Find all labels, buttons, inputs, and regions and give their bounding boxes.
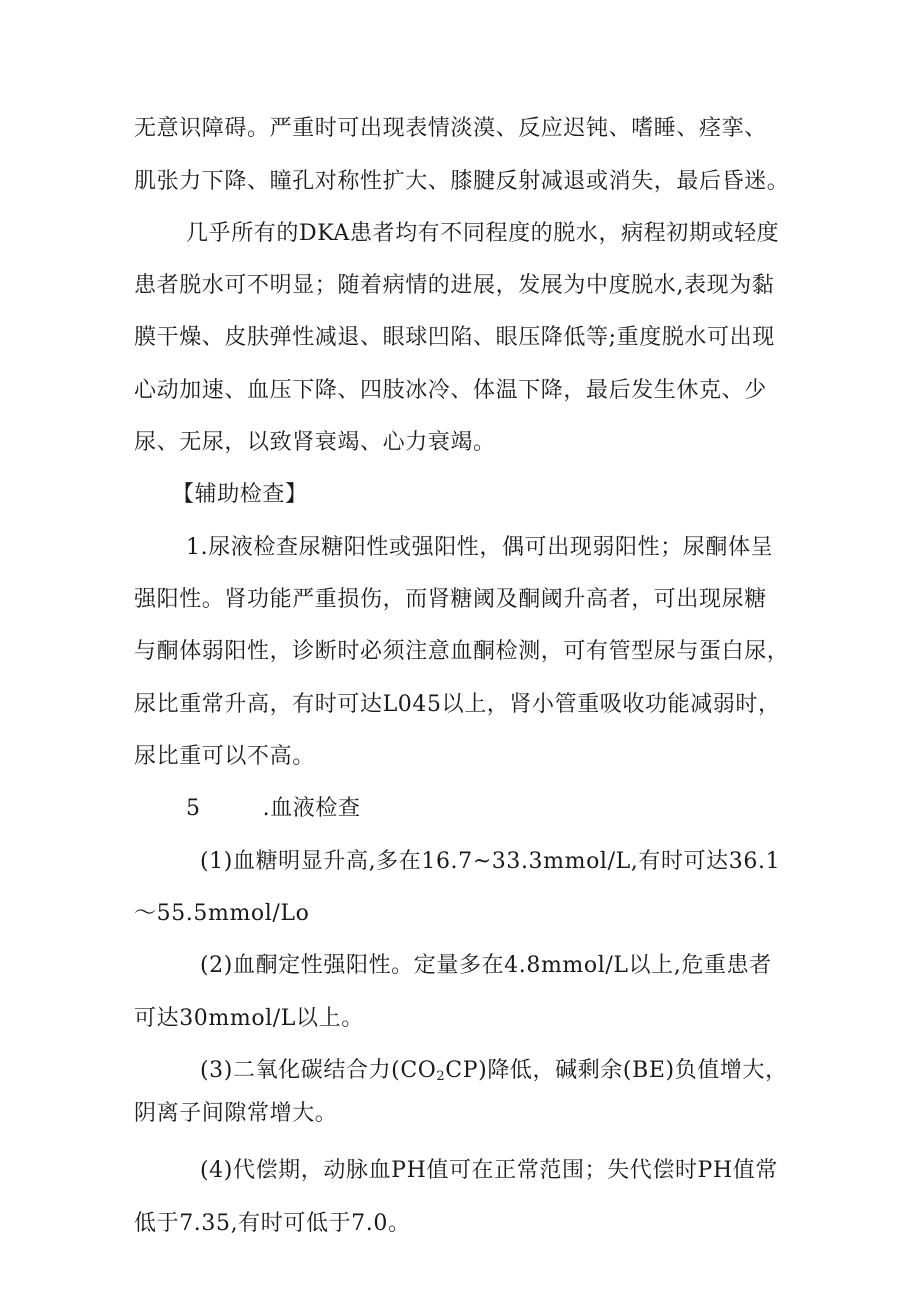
sub-4-line-2: 低于7.35,有时可低于7.0。: [134, 1211, 411, 1236]
paragraph-1-line-1: 无意识障碍。严重时可出现表情淡漠、反应迟钝、嗜睡、痉挛、: [134, 116, 767, 141]
sub-2-line-2: 可达30mmol/L以上。: [134, 1006, 364, 1031]
sub-1-line-2: ～55.5mmol/Lo: [134, 901, 310, 926]
paragraph-2-line-2: 患者脱水可不明显；随着病情的进展，发展为中度脱水,表现为黏: [134, 273, 775, 298]
sub-3-subscript: 2: [436, 1069, 446, 1084]
paragraph-2-line-4: 心动加速、血压下降、四肢冰冷、体温下降，最后发生休克、少: [134, 378, 767, 403]
paragraph-2-line-3: 膜干燥、皮肤弹性减退、眼球凹陷、眼压降低等;重度脱水可出现: [134, 325, 775, 350]
sub-3-line-2: 阴离子间隙常增大。: [134, 1101, 338, 1126]
item-1-line-5: 尿比重可以不高。: [134, 744, 315, 769]
sub-3-text-pre: (3)二氧化碳结合力(CO: [200, 1058, 437, 1083]
sub-2-line-1: (2)血酮定性强阳性。定量多在4.8mmol/L以上,危重患者: [200, 953, 772, 978]
item-2-title: .血液检查: [262, 796, 361, 821]
paragraph-2-line-1: 几乎所有的DKA患者均有不同程度的脱水，病程初期或轻度: [186, 221, 780, 246]
item-1-line-4: 尿比重常升高，有时可达L045以上，肾小管重吸收功能减弱时，: [134, 692, 781, 717]
sub-1-line-1: (1)血糖明显升高,多在16.7~33.3mmol/L,有时可达36.1: [200, 849, 781, 874]
item-2-number: 5: [186, 796, 201, 821]
sub-3-line-1: [200, 1055, 788, 1093]
sub-3-text-post: CP)降低，碱剩余(BE)负值增大，: [445, 1058, 788, 1083]
item-1-line-2: 强阳性。肾功能严重损伤，而肾糖阈及酮阈升高者，可出现尿糖: [134, 587, 767, 612]
item-2-heading: [186, 793, 361, 825]
sub-4-line-1: (4)代偿期，动脉血PH值可在正常范围；失代偿时PH值常: [200, 1158, 778, 1183]
paragraph-2-line-5: 尿、无尿，以致肾衰竭、心力衰竭。: [134, 430, 496, 455]
item-1-line-1: 1.尿液检查尿糖阳性或强阳性，偶可出现弱阳性；尿酮体呈: [186, 535, 774, 560]
section-heading: 【辅助检查】: [172, 482, 308, 507]
paragraph-1-line-2: 肌张力下降、瞳孔对称性扩大、膝腱反射减退或消失，最后昏迷。: [134, 169, 790, 194]
item-1-line-3: 与酮体弱阳性，诊断时必须注意血酮检测，可有管型尿与蛋白尿，: [134, 639, 790, 664]
